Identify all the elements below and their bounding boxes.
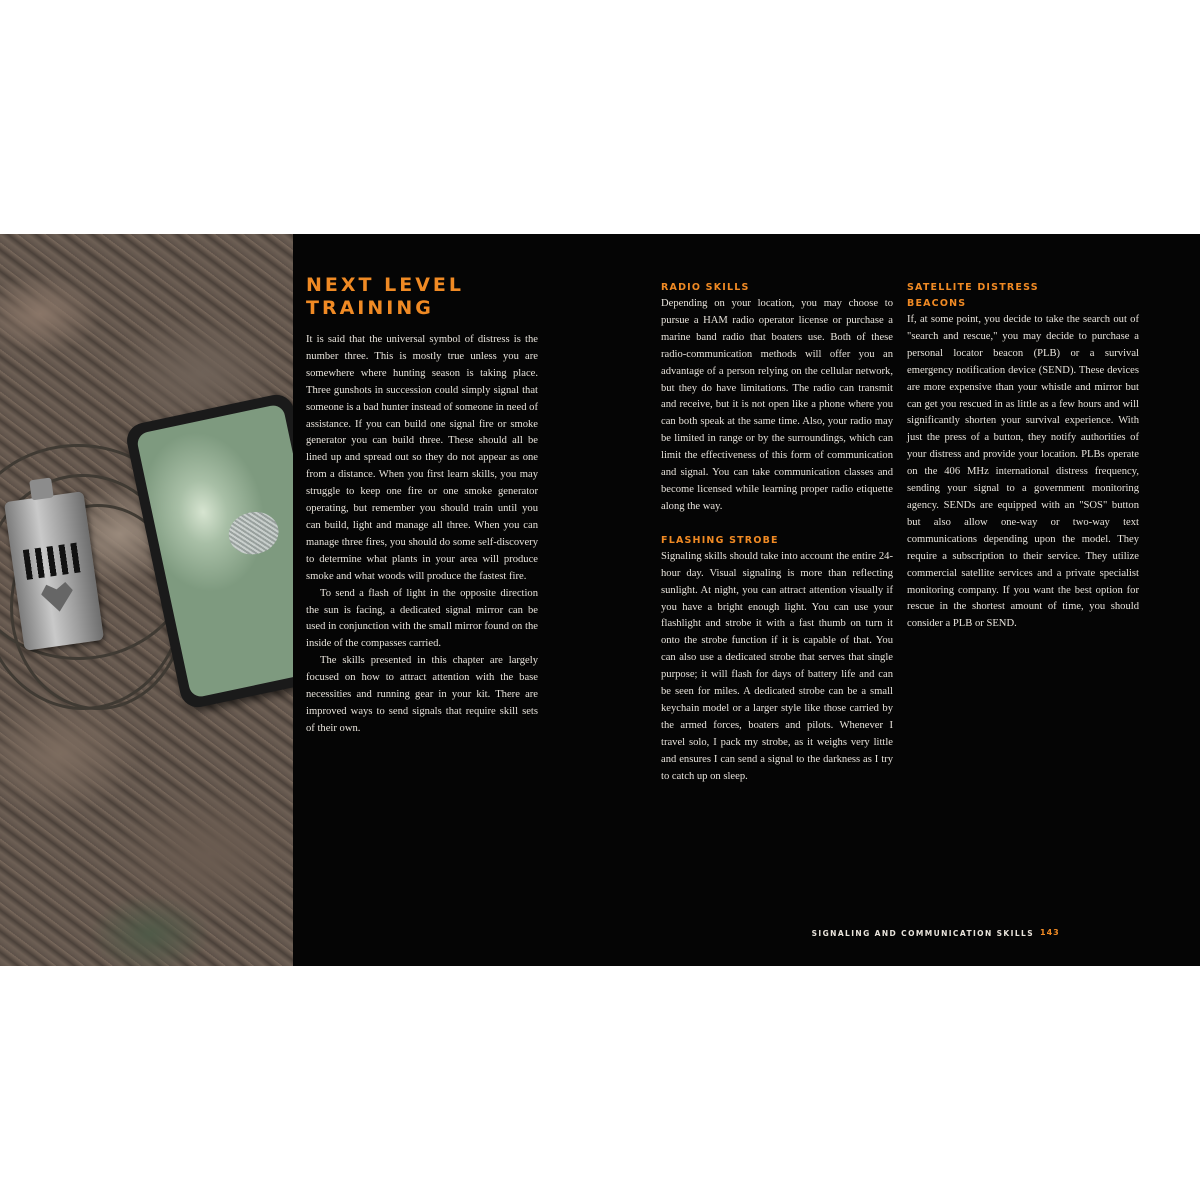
- flashing-strobe-heading: FLASHING STROBE: [661, 534, 779, 546]
- whistle-cap: [29, 478, 54, 501]
- body-paragraph: Depending on your location, you may choose to pursue a HAM radio operator license or purchase a marine band radio that boaters use. Both of these radio-communication methods will offer you an advantage of a person relying on the cellular network, but they do have limitations. The radio can transmit and receive, but it is not open like a phone where you can both speak at the same time. Also, your radio may be limited in range or by the surroundings, which can limit the effectiveness of this form of communication and signal. You can take communication classes and become licensed while learning proper radio etiquette along the way.: [661, 298, 893, 512]
- body-paragraph: If, at some point, you decide to take the search out of "search and rescue," you may decide to purchase a personal locator beacon (PLB) or a survival emergency notification device (SEND). These devices are more expensive than your whistle and mirror but can get you rescued in as little as a few hours and will significantly shorten your survival experience. With just the press of a button, they notify authorities of your distress and provide your location. PLBs operate on the 406 MHz international distress frequency, sending your signal to a government monitoring agency. SENDs are equipped with an "SOS" button but also allow one-way or two-way text communications depending upon the model. They require a subscription to their service. They utilize commercial satellite services and a private specialist monitoring company. If you want the best option for rescue in the shortest amount of time, you should consider a PLB or SEND.: [907, 314, 1139, 630]
- satellite-beacons-heading: [907, 280, 1139, 312]
- left-text-column: [306, 332, 538, 738]
- body-paragraph: The skills presented in this chapter are largely focused on how to attract attention with the base necessities and running gear in your kit. There are improved ways to send signals that require skill sets of their own.: [306, 655, 538, 734]
- book-spread: [0, 234, 1200, 966]
- radio-skills-heading: RADIO SKILLS: [661, 282, 750, 293]
- body-paragraph: It is said that the universal symbol of distress is the number three. This is mostly true unless you are somewhere where hunting season is taking place. Three gunshots in succession could simply signal that someone is a bad hunter instead of someone in need of assistance. If you can build one signal fire or smoke generator you can build three. These should all be lined up and spread out so they do not appear as one from a distance. When you first learn skills, you may struggle to keep one fire or one smoke generator operating, but remember you should train until you can build, light and manage all three. When you can manage three fires, you should do some self-discovery to determine what plants in your area will produce smoke and what woods will produce the fastest fire.: [306, 334, 538, 582]
- body-paragraph: To send a flash of light in the opposite direction the sun is facing, a dedicated signal mirror can be used in conjunction with the small mirror found on the inside of the compasses carried.: [306, 587, 538, 650]
- heading-line-1: SATELLITE DISTRESS: [907, 282, 1039, 293]
- whistle-emblem: [40, 580, 76, 614]
- page-number: 143: [1040, 928, 1060, 937]
- photo-whistle-and-mirror: [0, 234, 293, 966]
- heading-line-2: TRAINING: [306, 297, 434, 319]
- heading-line-1: NEXT LEVEL: [306, 274, 464, 296]
- middle-text-column: [661, 280, 893, 785]
- right-text-column: [907, 280, 1139, 633]
- running-head: SIGNALING AND COMMUNICATION SKILLS: [811, 929, 1034, 938]
- section-heading: [306, 274, 464, 320]
- whistle-logo: [23, 542, 83, 580]
- body-paragraph: Signaling skills should take into account the entire 24-hour day. Visual signaling is more than reflecting sunlight. At night, you can attract attention visually if you have a bright enough light. You can use your flashlight and strobe it with a fast thumb on turn it onto the strobe function if it is capable of that. You can also use a dedicated strobe that serves that single purpose; it will flash for days of battery life and can be seen for miles. A dedicated strobe can be a small keychain model or a larger style like those carried by the armed forces, boaters and pilots. Whenever I travel solo, I pack my strobe, as it weighs very little and ensures I can send a signal to the darkness as I try to catch up on sleep.: [661, 550, 893, 782]
- heading-line-2: BEACONS: [907, 298, 967, 309]
